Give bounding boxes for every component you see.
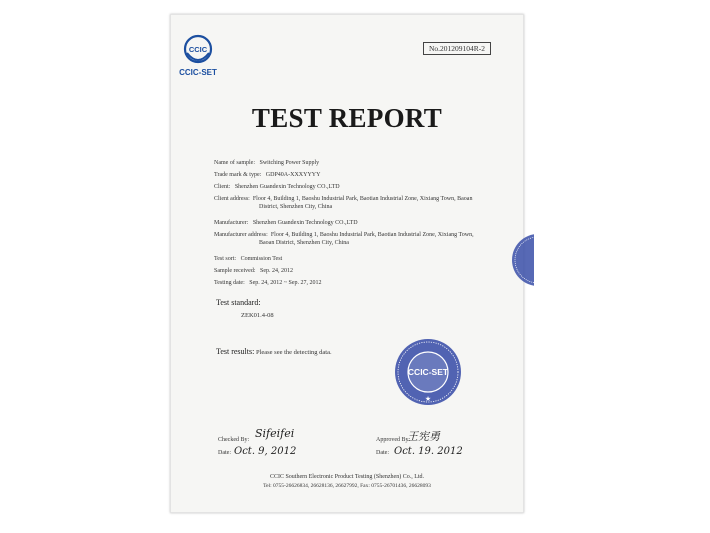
checked-by-label: Checked By: bbox=[218, 437, 250, 443]
test-sort-value: Commission Test bbox=[240, 256, 283, 262]
report-number: No.201209104R-2 bbox=[423, 42, 491, 55]
manufacturer-label: Manufacturer: bbox=[214, 220, 249, 226]
checked-date-handwritten: Oct. 9, 2012 bbox=[234, 446, 297, 457]
edge-seal-icon bbox=[510, 232, 534, 288]
trademark-value: GDP40A-XXXYYYY bbox=[265, 172, 321, 178]
client-address-row bbox=[214, 195, 499, 211]
logo-text: CCIC-SET bbox=[179, 68, 217, 77]
test-standard-value: ZEK01.4-08 bbox=[241, 312, 274, 319]
sample-received-row bbox=[214, 267, 293, 275]
manufacturer-address-line1: Floor 4, Building 1, Baoshu Industrial Park, Baotian Industrial Zone, Xixiang Town, bbox=[270, 232, 474, 238]
approved-date-label: Date: bbox=[376, 450, 389, 456]
test-sort-row bbox=[214, 255, 282, 263]
checked-date-label: Date: bbox=[218, 450, 231, 456]
trademark-label: Trade mark & type: bbox=[214, 172, 262, 178]
test-results-value: Please see the detecting data. bbox=[255, 349, 332, 356]
sample-received-label: Sample received: bbox=[214, 268, 256, 274]
test-results-label: Test results: bbox=[216, 347, 255, 356]
report-page bbox=[170, 14, 524, 513]
test-results-row bbox=[216, 347, 332, 356]
manufacturer-address-label: Manufacturer address: bbox=[214, 232, 268, 238]
approved-date-handwritten: Oct. 19. 2012 bbox=[394, 446, 463, 457]
checked-by-row bbox=[218, 437, 249, 443]
checked-by-signature: Sifeifei bbox=[255, 427, 295, 440]
testing-date-label: Testing date: bbox=[214, 280, 245, 286]
checked-date-row bbox=[218, 450, 231, 456]
sample-received-value: Sep. 24, 2012 bbox=[259, 268, 293, 274]
test-sort-label: Test sort: bbox=[214, 256, 237, 262]
manufacturer-row bbox=[214, 219, 358, 227]
footer-contacts: Tel: 0755-26626834, 26628136, 26627992, Fax: 0755-26701436, 26628093 bbox=[263, 483, 431, 489]
client-label: Client: bbox=[214, 184, 231, 190]
client-address-label: Client address: bbox=[214, 196, 250, 202]
test-standard-label: Test standard: bbox=[216, 298, 261, 307]
approved-date-row bbox=[376, 450, 389, 456]
client-value: Shenzhen Guandexin Technology CO.,LTD bbox=[234, 184, 340, 190]
approved-by-label: Approved By: bbox=[376, 437, 411, 443]
manufacturer-address-row bbox=[214, 231, 499, 247]
page-title: TEST REPORT bbox=[251, 103, 443, 133]
logo-inner-text: CCIC bbox=[188, 45, 208, 54]
sample-name-label: Name of sample: bbox=[214, 160, 255, 166]
manufacturer-address-line2: Baoan District, Shenzhen City, China bbox=[259, 240, 349, 246]
seal-text: CCIC-SET bbox=[407, 367, 449, 377]
ccic-set-seal-icon bbox=[393, 337, 463, 407]
sample-name-value: Switching Power Supply bbox=[259, 160, 320, 166]
svg-text:★: ★ bbox=[424, 395, 432, 403]
ccic-set-logo-icon bbox=[179, 27, 223, 85]
footer-company: CCIC Southern Electronic Product Testing (Shenzhen) Co., Ltd. bbox=[269, 474, 425, 480]
testing-date-row bbox=[214, 279, 322, 287]
approved-by-signature: 王宪勇 bbox=[407, 430, 440, 443]
manufacturer-value: Shenzhen Guandexin Technology CO.,LTD bbox=[252, 220, 358, 226]
trademark-row bbox=[214, 171, 320, 179]
testing-date-value: Sep. 24, 2012 ~ Sep. 27, 2012 bbox=[249, 280, 322, 286]
approved-by-row bbox=[376, 437, 410, 443]
client-row bbox=[214, 183, 340, 191]
client-address-line2: District, Shenzhen City, China bbox=[259, 204, 333, 210]
sample-name-row bbox=[214, 159, 319, 167]
client-address-line1: Floor 4, Building 1, Baoshu Industrial Park, Baotian Industrial Zone, Xixiang Town, Baoan bbox=[252, 196, 473, 202]
